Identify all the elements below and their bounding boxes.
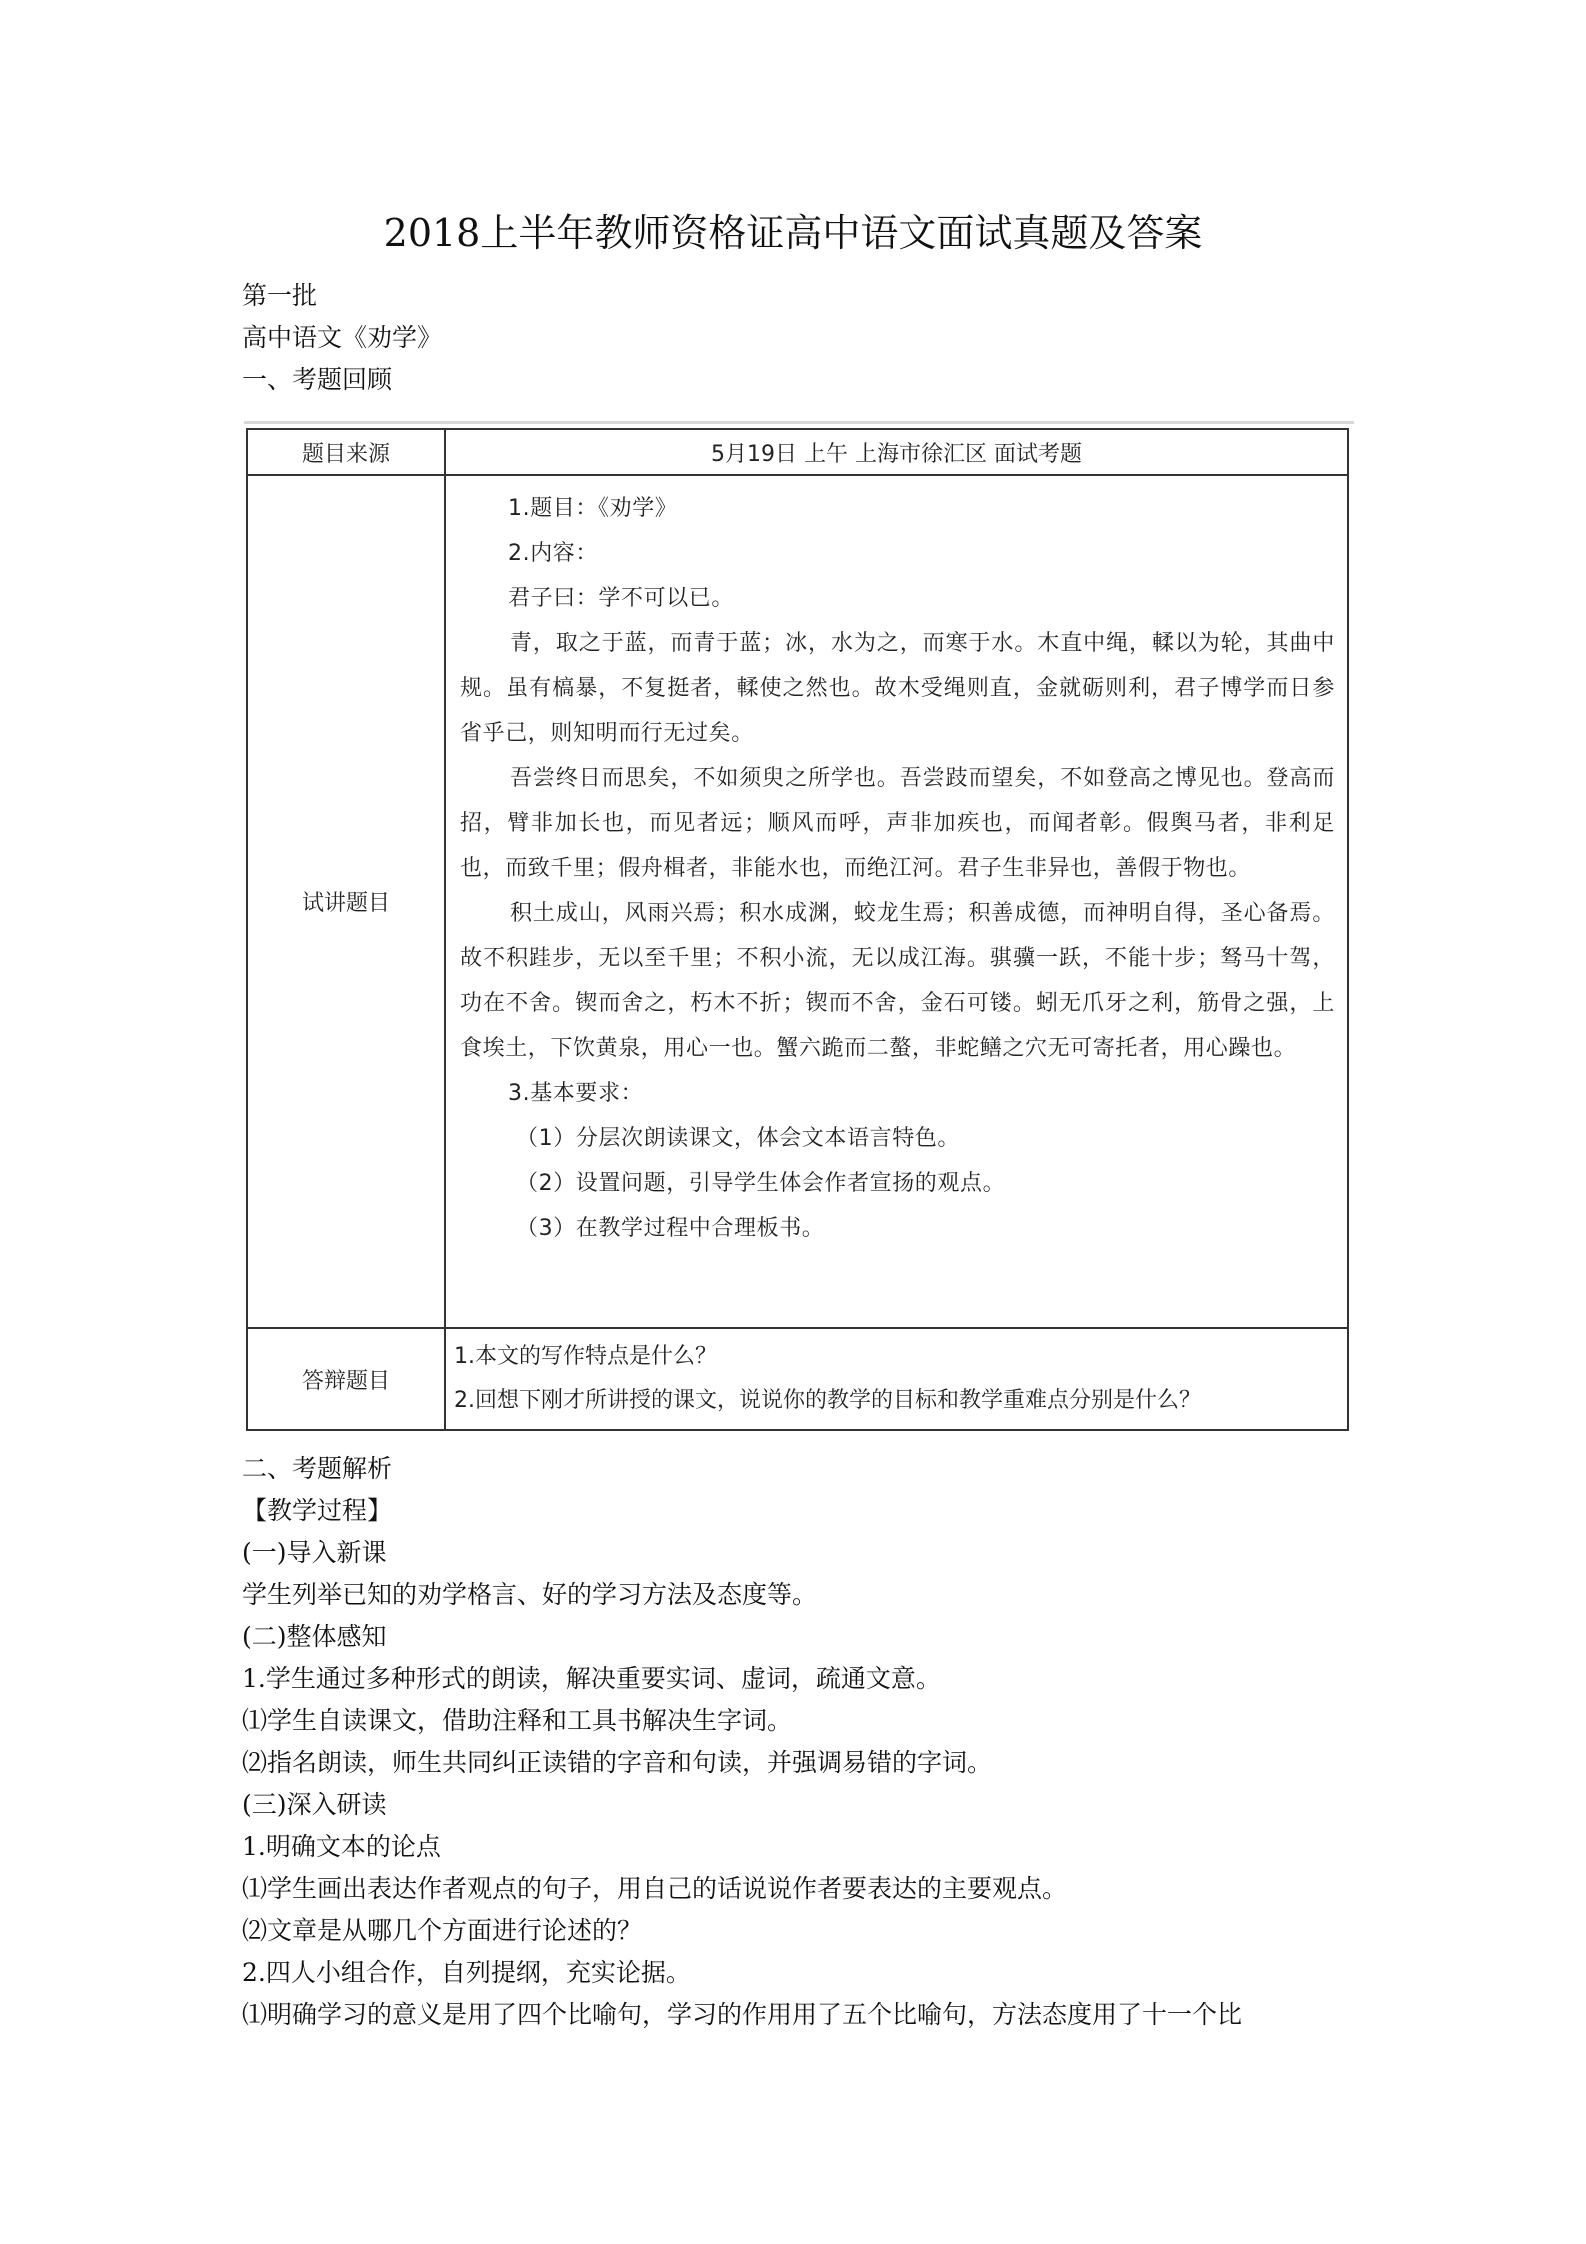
section-heading-review: 一、考题回顾 [242, 365, 393, 394]
analysis-line: ⑵指名朗读，师生共同纠正读错的字音和句读，并强调易错的字词。 [242, 1748, 993, 1777]
analysis-line: (三)深入研读 [242, 1790, 387, 1819]
table-row-defense [247, 1328, 1348, 1430]
analysis-line: (一)导入新课 [242, 1538, 387, 1567]
lecture-paragraph: 青，取之于蓝，而青于蓝；冰，水为之，而寒于水。木直中绳，輮以为轮，其曲中规。虽有槁暴，不复挺者，輮使之然也。故木受绳则直，金就砺则利，君子博学而日参省乎己，则知明而行无过矣。 [460, 631, 1335, 746]
source-label-cell: 题目来源 [247, 429, 445, 475]
lecture-label-cell: 试讲题目 [247, 475, 445, 1328]
analysis-line: ⑴学生画出表达作者观点的句子，用自己的话说说作者要表达的主要观点。 [242, 1874, 1068, 1903]
requirement-item: （1）分层次朗读课文，体会文本语言特色。 [516, 1126, 960, 1151]
analysis-line: 1.学生通过多种形式的朗读，解决重要实词、虚词，疏通文意。 [242, 1664, 941, 1693]
analysis-line: 2.四人小组合作，自列提纲，充实论据。 [242, 1958, 691, 1987]
analysis-line: ⑴明确学习的意义是用了四个比喻句，学习的作用用了五个比喻句，方法态度用了十一个比 [242, 2000, 1243, 2029]
lecture-paragraph: 吾尝终日而思矣，不如须臾之所学也。吾尝跂而望矣，不如登高之博见也。登高而招，臂非加长也，而见者远；顺风而呼，声非加疾也，而闻者彰。假舆马者，非利足也，而致千里；假舟楫者，非能水也，而绝江河。君子生非异也，善假于物也。 [460, 766, 1335, 881]
exam-question-table [246, 428, 1349, 1431]
defense-question: 2.回想下刚才所讲授的课文，说说你的教学的目标和教学重难点分别是什么？ [454, 1388, 1201, 1413]
analysis-line: 【教学过程】 [242, 1496, 393, 1525]
table-row-lecture [247, 475, 1348, 1328]
page-title: 2018上半年教师资格证高中语文面试真题及答案 [383, 211, 1203, 255]
analysis-line: (二)整体感知 [242, 1622, 387, 1651]
lecture-content-cell [445, 475, 1348, 1328]
source-value-cell: 5月19日 上午 上海市徐汇区 面试考题 [445, 429, 1348, 475]
analysis-line: 学生列举已知的劝学格言、好的学习方法及态度等。 [242, 1580, 818, 1609]
analysis-line: ⑵文章是从哪几个方面进行论述的？ [242, 1916, 643, 1945]
batch-label: 第一批 [242, 281, 318, 310]
table-top-rule [244, 421, 1354, 424]
analysis-line: ⑴学生自读课文，借助注释和工具书解决生字词。 [242, 1706, 793, 1735]
section-heading-analysis: 二、考题解析 [242, 1454, 393, 1483]
defense-label-cell: 答辩题目 [247, 1328, 445, 1430]
lecture-paragraph: 积土成山，风雨兴焉；积水成渊，蛟龙生焉；积善成德，而神明自得，圣心备焉。故不积跬步，无以至千里；不积小流，无以成江海。骐骥一跃，不能十步；驽马十驾，功在不舍。锲而舍之，朽木不折；锲而不舍，金石可镂。蚓无爪牙之利，筋骨之强，上食埃土，下饮黄泉，用心一也。蟹六跪而二螯，非蛇鳝之穴无可寄托者，用心躁也。 [460, 901, 1335, 1061]
analysis-line: 1.明确文本的论点 [242, 1832, 441, 1861]
requirement-item: （3）在教学过程中合理板书。 [516, 1216, 825, 1241]
subject-label: 高中语文《劝学》 [242, 323, 443, 352]
lecture-topic: 1.题目：《劝学》 [508, 496, 678, 521]
lecture-content-label: 2.内容： [508, 541, 598, 566]
defense-question: 1.本文的写作特点是什么？ [454, 1344, 717, 1369]
requirement-item: （2）设置问题，引导学生体会作者宣扬的观点。 [516, 1171, 1006, 1196]
table-row-source [247, 429, 1348, 475]
requirements-label: 3.基本要求： [508, 1081, 644, 1106]
lecture-paragraph: 君子曰：学不可以已。 [508, 586, 735, 611]
defense-content-cell [445, 1328, 1348, 1430]
